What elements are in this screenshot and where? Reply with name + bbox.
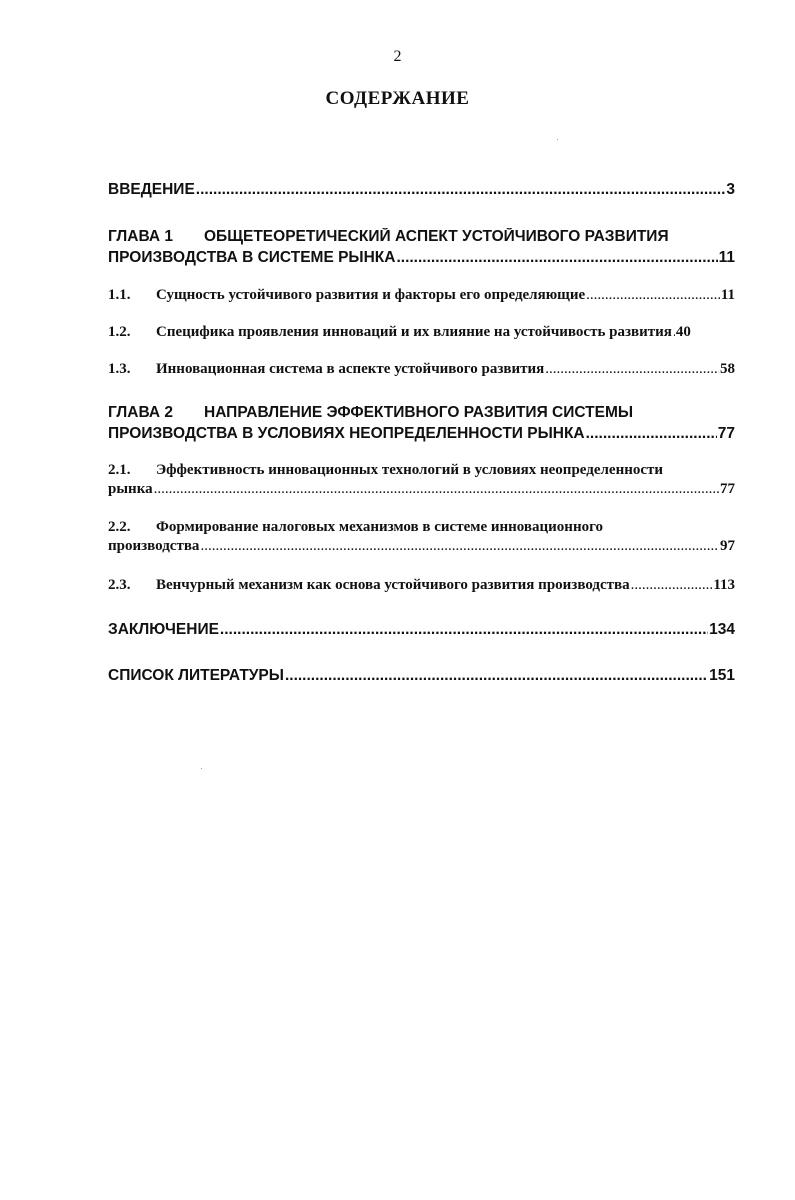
- section-title-line-1: Формирование налоговых механизмов в системе инновационного: [156, 519, 604, 535]
- section-number: 1.2.: [108, 324, 131, 340]
- section-title: Инновационная система в аспекте устойчивого развития: [156, 361, 545, 377]
- scan-speck: [557, 139, 558, 140]
- toc-page: 11: [720, 287, 735, 303]
- section-title: Специфика проявления инноваций и их влияние на устойчивость развития: [156, 324, 672, 340]
- section-number: 2.3.: [108, 577, 131, 593]
- toc-entry-section-1-1[interactable]: [108, 287, 735, 304]
- leader-dots: [220, 621, 708, 639]
- section-title-line-2: рынка: [108, 481, 153, 497]
- toc-page: 3: [726, 181, 735, 198]
- chapter-title-line-2: ПРОИЗВОДСТВА В УСЛОВИЯХ НЕОПРЕДЕЛЕННОСТИ РЫНКА: [108, 425, 585, 442]
- section-number: 1.1.: [108, 287, 131, 303]
- toc-page: 11: [718, 249, 735, 266]
- toc-entry-chapter-1[interactable]: [108, 228, 735, 267]
- chapter-number: ГЛАВА 1: [108, 228, 174, 245]
- leader-dots: [545, 361, 719, 378]
- section-title: Сущность устойчивого развития и факторы его определяющие: [156, 287, 586, 303]
- section-title-line-2: производства: [108, 538, 200, 554]
- toc-label: ВВЕДЕНИЕ: [108, 181, 195, 198]
- toc-entry-section-2-3[interactable]: [108, 577, 735, 594]
- toc-entry-section-2-1[interactable]: [108, 462, 735, 498]
- section-number: 1.3.: [108, 361, 131, 377]
- leader-dots: [586, 425, 717, 443]
- scan-speck: [201, 768, 202, 769]
- section-number: 2.1.: [108, 462, 131, 478]
- toc-entry-section-2-2[interactable]: [108, 519, 735, 555]
- chapter-title-line-1: ОБЩЕТЕОРЕТИЧЕСКИЙ АСПЕКТ УСТОЙЧИВОГО РАЗВИТИЯ: [204, 228, 669, 245]
- toc-entry-section-1-3[interactable]: [108, 361, 735, 378]
- toc-page: 151: [709, 667, 735, 684]
- leader-dots: [200, 538, 719, 555]
- toc-page: 58: [720, 361, 735, 377]
- toc-entry-chapter-2[interactable]: [108, 404, 735, 443]
- toc-page: 113: [713, 577, 735, 593]
- leader-dots: [285, 667, 708, 685]
- chapter-title-line-2: ПРОИЗВОДСТВА В СИСТЕМЕ РЫНКА: [108, 249, 396, 266]
- toc-page: 77: [717, 425, 735, 442]
- toc-label: ЗАКЛЮЧЕНИЕ: [108, 621, 219, 638]
- toc-entry-intro[interactable]: [108, 181, 735, 199]
- toc-entry-section-1-2[interactable]: [108, 324, 735, 341]
- leader-dots: [154, 481, 719, 498]
- toc-entry-references[interactable]: [108, 667, 735, 685]
- leader-dots: [196, 181, 726, 199]
- page-title: СОДЕРЖАНИЕ: [325, 88, 470, 109]
- leader-dots: [631, 577, 713, 594]
- leader-dots: [396, 249, 717, 267]
- section-number: 2.2.: [108, 519, 131, 535]
- toc-page: 134: [709, 621, 735, 638]
- section-title: Венчурный механизм как основа устойчивого развития производства: [156, 577, 630, 593]
- chapter-title-line-1: НАПРАВЛЕНИЕ ЭФФЕКТИВНОГО РАЗВИТИЯ СИСТЕМЫ: [204, 404, 634, 421]
- page-number: 2: [393, 48, 402, 65]
- leader-dots: [586, 287, 720, 304]
- toc-page: 77: [720, 481, 735, 497]
- leader-dots: [673, 324, 675, 341]
- toc-page: 97: [720, 538, 735, 554]
- chapter-number: ГЛАВА 2: [108, 404, 174, 421]
- toc-label: СПИСОК ЛИТЕРАТУРЫ: [108, 667, 284, 684]
- toc-entry-conclusion[interactable]: [108, 621, 735, 639]
- section-title-line-1: Эффективность инновационных технологий в условиях неопределенности: [156, 462, 664, 478]
- toc-page: 40: [675, 324, 691, 340]
